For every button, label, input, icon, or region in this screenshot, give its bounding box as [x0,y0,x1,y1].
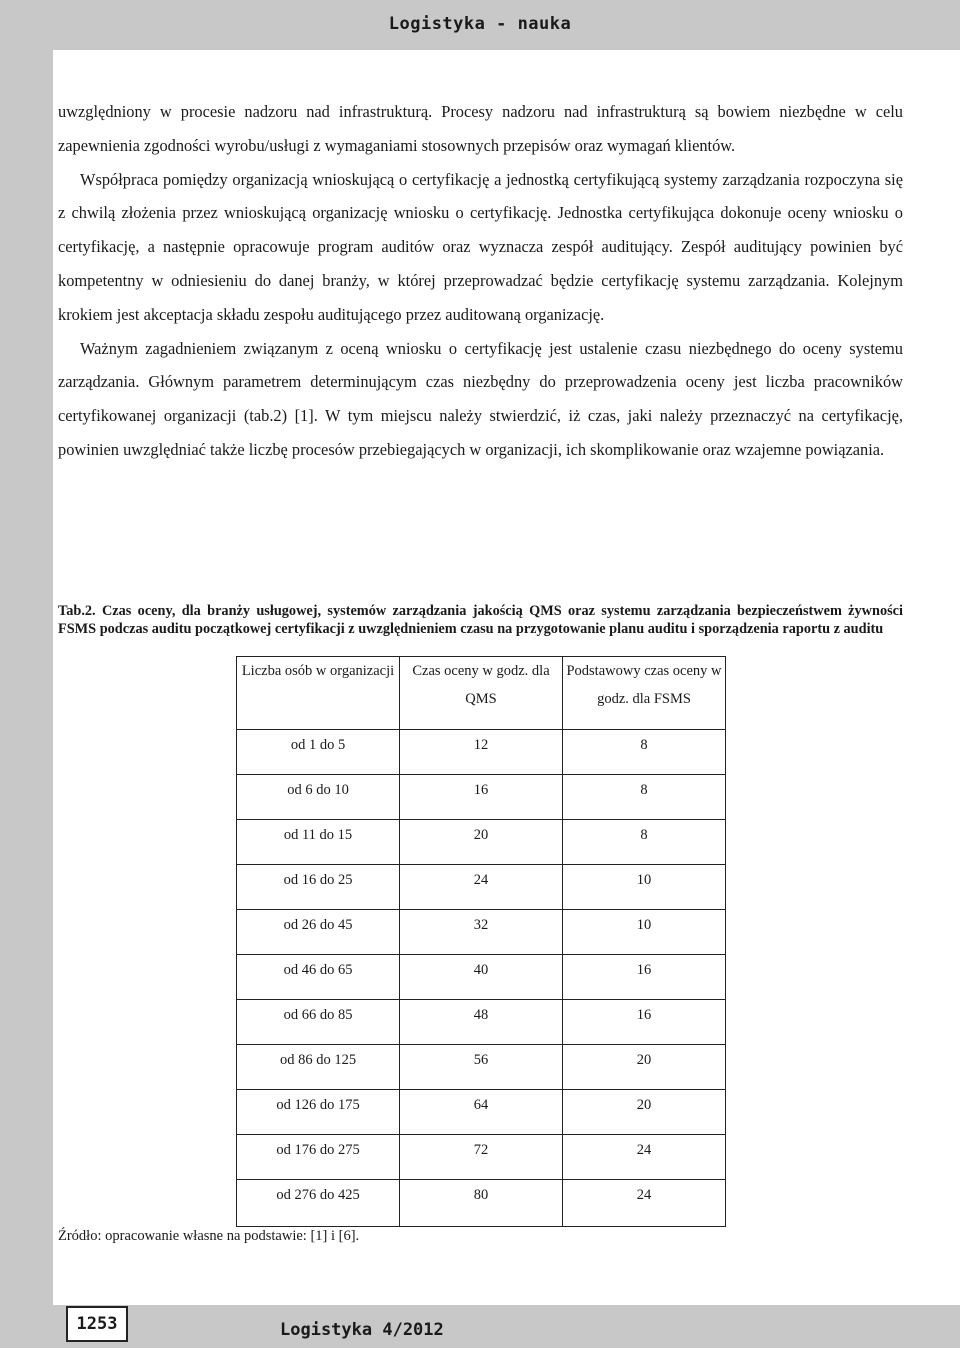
paragraph: Współpraca pomiędzy organizacją wnioskującą o certyfikację a jednostką certyfikującą systemy zarządzania rozpoczyna się z chwilą złożenia przez wnioskującą organizację wniosku o certyfikację. Jednostka certyfikująca dokonuje oceny wniosku o certyfikację, a następnie opracowuje program auditów oraz wyznacza zespół auditujący. Zespół auditujący powinien być kompetentny w odniesieniu do danej branży, w której przeprowadzać będzie certyfikację systemu zarządzania. Kolejnym krokiem jest akceptacja składu zespołu auditującego przez auditowaną organizację. [58,169,903,324]
table-row [237,1135,726,1180]
table-cell: 24 [563,1135,726,1180]
table-row [237,730,726,775]
table-cell: od 11 do 15 [237,820,400,865]
table-cell: 10 [563,865,726,910]
table-cell: 8 [563,775,726,820]
table-cell: 16 [563,1000,726,1045]
table-source: Źródło: opracowanie własne na podstawie: [1] i [6]. [58,1228,360,1244]
table-cell: 24 [400,865,563,910]
header-cell: Czas oceny w godz. dla QMS [400,657,563,730]
table-row [237,1090,726,1135]
table-cell: 40 [400,955,563,1000]
table-row [237,1180,726,1227]
table-cell: 20 [563,1090,726,1135]
table-cell: 32 [400,910,563,955]
table-row [237,955,726,1000]
table-cell: 24 [563,1180,726,1227]
body-text [58,95,903,467]
table-cell: od 16 do 25 [237,865,400,910]
table-cell: od 176 do 275 [237,1135,400,1180]
table-row [237,775,726,820]
table-cell: od 66 do 85 [237,1000,400,1045]
table-cell: 80 [400,1180,563,1227]
table-cell: 16 [563,955,726,1000]
paragraph: uwzględniony w procesie nadzoru nad infrastrukturą. Procesy nadzoru nad infrastrukturą są bowiem niezbędne w celu zapewnienia zgodności wyrobu/usługi z wymaganiami stosownych przepisów oraz wymagań klientów. [58,102,903,155]
running-footer: Logistyka 4/2012 [280,1320,444,1340]
table-cell: 8 [563,820,726,865]
table-cell: od 276 do 425 [237,1180,400,1227]
table-row [237,820,726,865]
table-cell: od 46 do 65 [237,955,400,1000]
table-body [237,730,726,1227]
table-cell: 8 [563,730,726,775]
table-cell: od 86 do 125 [237,1045,400,1090]
table-caption: Tab.2. Czas oceny, dla branży usługowej, systemów zarządzania jakością QMS oraz systemu zarządzania bezpieczeństwem żywności FSMS podczas auditu początkowej certyfikacji z uwzględnieniem czasu na przygotowanie planu auditu i sporządzenia raportu z auditu [58,603,903,637]
table-cell: 12 [400,730,563,775]
table-cell: 16 [400,775,563,820]
header-cell: Liczba osób w organizacji [237,657,400,730]
audit-time-table [236,656,726,1227]
table-cell: 64 [400,1090,563,1135]
footer-band [0,1305,960,1348]
table-cell: od 6 do 10 [237,775,400,820]
table-row [237,1000,726,1045]
page-number: 1253 [66,1306,128,1342]
paragraph: Ważnym zagadnieniem związanym z oceną wniosku o certyfikację jest ustalenie czasu niezbędnego do oceny systemu zarządzania. Głównym parametrem determinującym czas niezbędny do przeprowadzenia oceny jest liczba pracowników certyfikowanej organizacji (tab.2) [1]. W tym miejscu należy stwierdzić, iż czas, jaki należy przeznaczyć na certyfikację, powinien uwzględniać także liczbę procesów przebiegających w organizacji, ich skomplikowanie oraz wzajemne powiązania. [58,338,903,459]
table-cell: od 26 do 45 [237,910,400,955]
table-cell: od 1 do 5 [237,730,400,775]
header-cell: Podstawowy czas oceny w godz. dla FSMS [563,657,726,730]
table-header-row [237,657,726,730]
table-cell: od 126 do 175 [237,1090,400,1135]
running-header: Logistyka - nauka [388,14,572,34]
table-cell: 56 [400,1045,563,1090]
table-cell: 20 [400,820,563,865]
table-row [237,1045,726,1090]
table-row [237,865,726,910]
table-row [237,910,726,955]
table-cell: 48 [400,1000,563,1045]
table-cell: 72 [400,1135,563,1180]
table-cell: 10 [563,910,726,955]
table-cell: 20 [563,1045,726,1090]
